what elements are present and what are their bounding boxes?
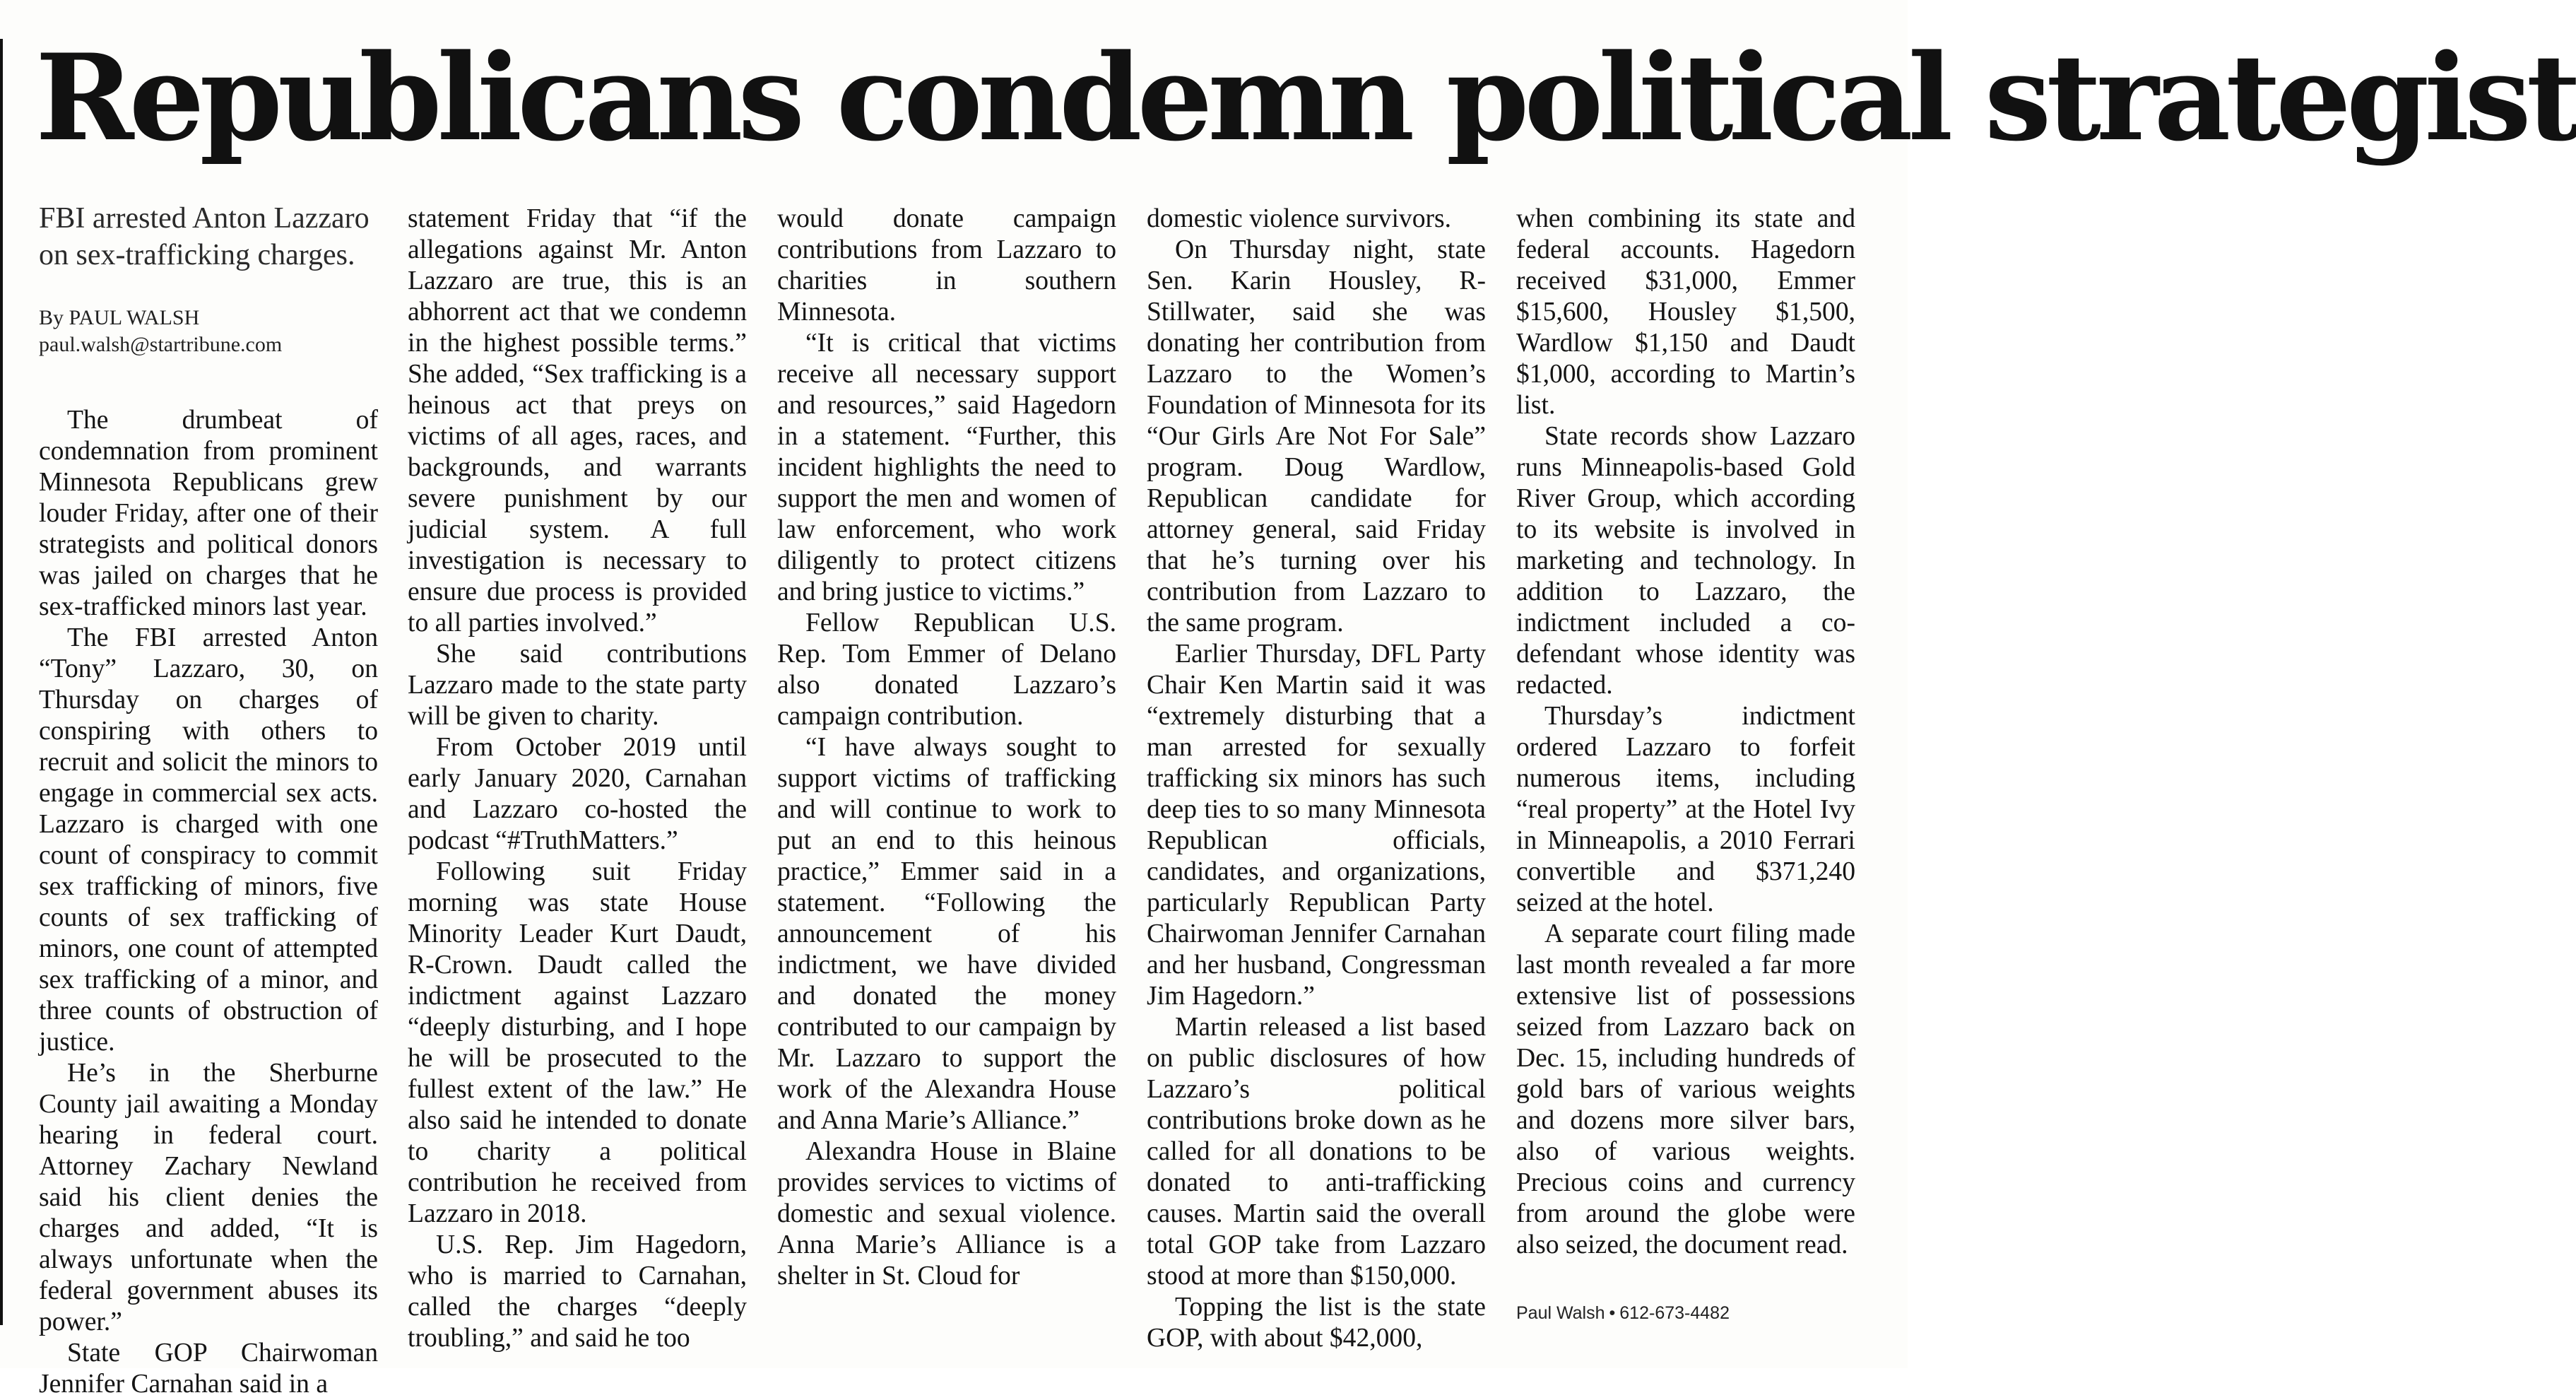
author-signature	[1516, 1302, 1855, 1324]
article-paragraph: On Thursday night, state Sen. Karin Housley, R-Stillwater, said she was donating her contribution from Lazzaro to the Women’s Foundation of Minnesota for its “Our Girls Are Not For Sale” program. Doug Wardlow, Republican candidate for attorney general, said Friday that he’s turning over his contribution from Lazzaro to the same program.	[1147, 235, 1486, 637]
article-paragraph: The FBI arrested Anton “Tony” Lazzaro, 30, on Thursday on charges of conspiring with others to recruit and solicit the minors to engage in commercial sex acts. Lazzaro is charged with one count of conspiracy to commit sex trafficking of minors, five counts of sex trafficking of minors, one count of attempted sex trafficking of a minor, and three counts of obstruction of justice.	[39, 623, 378, 1057]
article-paragraph: State records show Lazzaro runs Minneapolis-based Gold River Group, which according to its website is involved in marketing and technology. In addition to Lazzaro, the indictment included a co-defendant whose identity was redacted.	[1516, 422, 1855, 700]
signature-phone: 612-673-4482	[1619, 1303, 1730, 1323]
article-paragraph: State GOP Chairwoman Jennifer Carnahan said in a	[39, 1339, 378, 1399]
article-column-1	[39, 200, 378, 1400]
article-paragraph: Following suit Friday morning was state House Minority Leader Kurt Daudt, R-Crown. Daudt called the indictment against Lazzaro “deeply disturbing, and I hope he will be prosecuted to the fullest extent of the law.” He also said he intended to donate to charity a political contribution he received from Lazzaro in 2018.	[408, 857, 747, 1228]
byline: By PAUL WALSH	[39, 306, 200, 329]
article-column-4	[1147, 204, 1486, 1354]
headline: Republicans condemn political strategist	[35, 28, 2576, 167]
column-rule	[0, 39, 3, 1325]
article-paragraph: Thursday’s indictment ordered Lazzaro to forfeit numerous items, including “real property” at the Hotel Ivy in Minneapolis, a 2010 Ferrari convertible and $371,240 seized at the hotel.	[1516, 702, 1855, 917]
signature-name: Paul Walsh	[1516, 1303, 1605, 1323]
article-column-3	[777, 204, 1116, 1292]
article-paragraph: Earlier Thursday, DFL Party Chair Ken Martin said it was “extremely disturbing that a man arrested for sexually trafficking six minors has such deep ties to so many Minnesota Republican officials, candidates, and organizations, particularly Republican Party Chairwoman Jennifer Carnahan and her husband, Congressman Jim Hagedorn.”	[1147, 640, 1486, 1011]
article-paragraph: From October 2019 until early January 2020, Carnahan and Lazzaro co-hosted the podcast “#TruthMatters.”	[408, 733, 747, 855]
article-paragraph: “I have always sought to support victims of trafficking and will continue to work to put an end to this heinous practice,” Emmer said in a statement. “Following the announcement of his indictment, we have divided and donated the money contributed to our campaign by Mr. Lazzaro to support the work of the Alexandra House and Anna Marie’s Alliance.”	[777, 733, 1116, 1135]
article-paragraph: domestic violence survivors.	[1147, 204, 1452, 233]
article-paragraph: Alexandra House in Blaine provides services to victims of domestic and sexual violence. Anna Marie’s Alliance is a shelter in St. Cloud for	[777, 1137, 1116, 1290]
article-paragraph: The drumbeat of condemnation from prominent Minnesota Republicans grew louder Friday, after one of their strategists and political donors was jailed on charges that he sex-trafficked minors last year.	[39, 406, 378, 621]
article-paragraph: “It is critical that victims receive all necessary support and resources,” said Hagedorn in a statement. “Further, this incident highlights the need to support the men and women of law enforcement, who work diligently to protect citizens and bring justice to victims.”	[777, 329, 1116, 606]
article-paragraph: would donate campaign contributions from Lazzaro to charities in southern Minnesota.	[777, 204, 1116, 327]
author-email: paul.walsh@startribune.com	[39, 333, 283, 356]
article-column-2	[408, 204, 747, 1354]
article-paragraph: U.S. Rep. Jim Hagedorn, who is married to Carnahan, called the charges “deeply troubling,” and said he too	[408, 1230, 747, 1353]
article-paragraph: when combining its state and federal accounts. Hagedorn received $31,000, Emmer $15,600, Housley $1,500, Wardlow $1,150 and Daudt $1,000, according to Martin’s list.	[1516, 204, 1855, 420]
article-column-5	[1516, 204, 1855, 1324]
article-paragraph: He’s in the Sherburne County jail awaiting a Monday hearing in federal court. Attorney Zachary Newland said his client denies the charges and added, “It is always unfortunate when the federal government abuses its power.”	[39, 1059, 378, 1336]
article-paragraph: Fellow Republican U.S. Rep. Tom Emmer of Delano also donated Lazzaro’s campaign contribution.	[777, 608, 1116, 731]
article-paragraph: Topping the list is the state GOP, with about $42,000,	[1147, 1293, 1486, 1353]
article-paragraph: statement Friday that “if the allegations against Mr. Anton Lazzaro are true, this is an abhorrent act that we condemn in the highest possible terms.” She added, “Sex trafficking is a heinous act that preys on victims of all ages, races, and backgrounds, and warrants severe punishment by our judicial system. A full investigation is necessary to ensure due process is provided to all parties involved.”	[408, 204, 747, 637]
article-paragraph: A separate court filing made last month revealed a far more extensive list of possessions seized from Lazzaro back on Dec. 15, including hundreds of gold bars of various weights and dozens more silver bars, also of various weights. Precious coins and currency from around the globe were also seized, the document read.	[1516, 919, 1855, 1259]
deck: FBI arrested Anton Lazzaro on sex-trafficking charges.	[39, 202, 370, 271]
signature-separator: •	[1609, 1303, 1616, 1323]
article-paragraph: She said contributions Lazzaro made to the state party will be given to charity.	[408, 640, 747, 731]
article-paragraph: Martin released a list based on public disclosures of how Lazzaro’s political contributions broke down as he called for all donations to be donated to anti-trafficking causes. Martin said the overall total GOP take from Lazzaro stood at more than $150,000.	[1147, 1013, 1486, 1290]
